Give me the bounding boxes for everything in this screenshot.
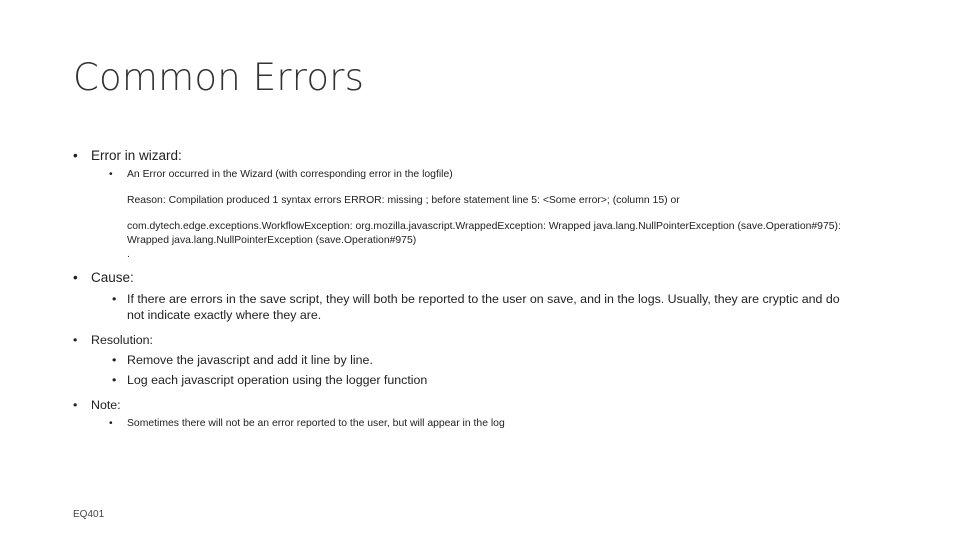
bullet-icon: •	[109, 169, 113, 180]
subitem-cause-line-1: If there are errors in the save script, they will both be reported to the user on save, and in the logs. Usually, they are cryptic and do	[127, 292, 840, 306]
bullet-icon: •	[73, 333, 78, 347]
text-exception-line-2: Wrapped java.lang.NullPointerException (save.Operation#975)	[127, 235, 417, 246]
subitem-note: Sometimes there will not be an error reported to the user, but will appear in the log	[127, 418, 505, 429]
bullet-icon: •	[73, 270, 78, 285]
item-resolution: Resolution:	[91, 333, 153, 347]
item-cause: Cause:	[91, 270, 134, 285]
footer-label: EQ401	[73, 509, 105, 520]
bullet-icon: •	[112, 373, 117, 387]
item-error-in-wizard: Error in wizard:	[91, 148, 182, 163]
bullet-icon: •	[73, 398, 78, 412]
slide-title: Common Errors	[73, 56, 365, 99]
subitem-wizard-error: An Error occurred in the Wizard (with corresponding error in the logfile)	[127, 169, 453, 180]
bullet-icon: •	[73, 148, 78, 163]
text-dot: .	[127, 249, 130, 260]
bullet-icon: •	[112, 292, 117, 306]
subitem-resolution-2: Log each javascript operation using the logger function	[127, 373, 428, 387]
bullet-icon: •	[109, 418, 113, 429]
text-reason: Reason: Compilation produced 1 syntax errors ERROR: missing ; before statement line 5: <Some error>; (column 15) or	[127, 195, 680, 206]
subitem-cause-line-2: not indicate exactly where they are.	[127, 308, 322, 322]
item-note: Note:	[91, 398, 121, 412]
bullet-icon: •	[112, 353, 117, 367]
text-exception-line-1: com.dytech.edge.exceptions.WorkflowException: org.mozilla.javascript.WrappedException: Wrapped java.lang.NullPointerException (save.Operation#975):	[127, 221, 841, 232]
subitem-resolution-1: Remove the javascript and add it line by line.	[127, 353, 373, 367]
